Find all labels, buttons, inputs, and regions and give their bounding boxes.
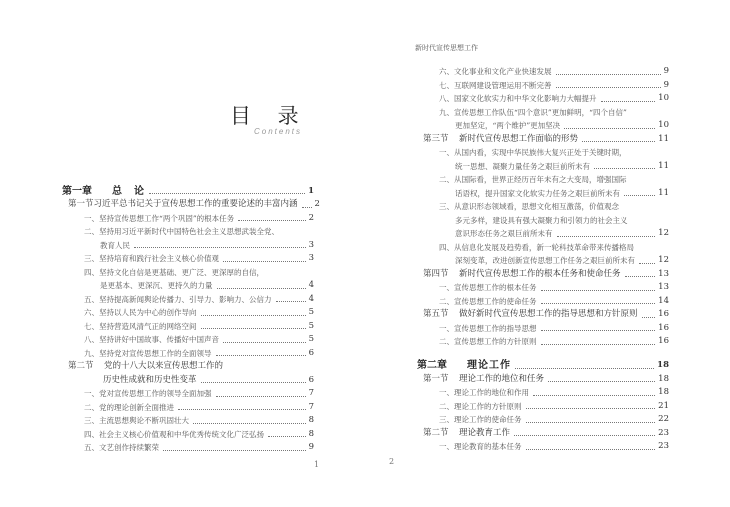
page-number-right: 2 [389,457,395,466]
toc-entry-text: 四、坚持文化自信是更基础、更广泛、更深厚的自信， [84,267,264,277]
toc-page-number: 2 [314,199,320,209]
toc-entry-text: 做好新时代宣传思想工作的指导思想和方针原则 [459,309,638,319]
toc-entry-text: 党的十八大以来宣传思想工作的 [104,361,224,371]
toc-item-entry[interactable] [417,386,669,400]
toc-entry-text: 八、坚持讲好中国故事、传播好中国声音 [84,335,219,344]
toc-page-number: 18 [658,387,669,397]
dot-leader [178,409,306,410]
dot-leader [217,288,306,289]
toc-item-entry[interactable] [62,293,314,307]
toc-item-entry[interactable] [62,428,314,442]
toc-page-number: 13 [658,282,669,292]
toc-page-number: 12 [658,255,669,265]
toc-page-number: 7 [308,401,314,412]
dot-leader [541,330,656,331]
toc-section-entry[interactable] [62,360,314,374]
toc-page-number: 4 [308,293,314,304]
toc-section-entry[interactable] [417,373,669,387]
dot-leader [216,355,306,356]
toc-item-entry[interactable] [417,413,669,427]
toc-entry-text: 新时代宣传思想工作面临的形势 [459,133,579,144]
toc-item-entry[interactable] [417,146,669,160]
dot-leader [541,344,656,345]
toc-item-entry[interactable] [417,440,669,454]
toc-item-entry[interactable] [62,347,314,361]
toc-item-entry[interactable] [417,200,669,214]
toc-item-entry[interactable] [417,92,669,106]
dot-leader [526,422,656,423]
dot-leader [201,382,306,383]
toc-entry-text: 一、宣传思想工作的根本任务 [439,283,537,292]
dot-leader [163,450,306,451]
dot-leader [216,396,306,397]
toc-page-number: 21 [658,400,669,411]
toc-item-entry[interactable] [62,239,314,253]
toc-page-number: 6 [308,347,314,358]
toc-entry-text: 二、从国际看，世界正经历百年未有之大变局，增强国际 [439,175,627,184]
dot-leader [594,168,655,169]
toc-item-entry[interactable] [62,401,314,415]
toc-item-entry[interactable] [62,333,314,347]
toc-entry-text: 九、坚持党对宣传思想工作的全面领导 [84,348,212,358]
dot-leader [268,436,306,437]
toc-entry-text: 习近平总书记关于宣传思想工作的重要论述的丰富内涵 [93,199,298,209]
toc-entry-text: 四、从信息化发展及趋势看，新一轮科技革命带来传播格局 [439,242,634,252]
toc-item-entry[interactable] [417,119,669,133]
toc-item-entry[interactable] [62,306,314,320]
toc-item-entry[interactable] [417,241,669,255]
toc-page-number: 10 [658,93,669,103]
toc-entry-text: 统一思想、凝聚力量任务之艰巨前所未有 [455,161,590,171]
toc-right-page [417,65,669,454]
toc-page-number: 23 [658,441,669,451]
toc-page-number: 6 [308,374,314,385]
toc-entry-text: 理论教育工作 [459,427,511,438]
toc-item-entry[interactable] [417,79,669,93]
toc-entry-text: 七、互联网建设管理运用不断完善 [439,80,552,90]
toc-entry-text: 六、坚持以人民为中心的创作导向 [84,308,197,317]
toc-subtitle: Contents [254,127,303,136]
chapter-number: 第一章 [62,185,92,197]
toc-page-number: 5 [308,307,314,317]
toc-entry-text: 新时代宣传思想工作的根本任务和使命任务 [459,268,621,279]
dot-leader [193,423,306,424]
section-number: 第二节 [423,427,449,438]
toc-page-number: 18 [657,360,669,370]
page-number-left: 1 [314,460,320,469]
toc-entry-text: 意识形态任务之艰巨前所未有 [455,229,553,238]
toc-entry-text: 二、党的理论创新全面推进 [84,402,174,412]
dot-leader [238,220,305,221]
dot-leader [642,317,656,318]
toc-entry-text: 四、社会主义核心价值观和中华优秀传统文化广泛弘扬 [84,429,264,439]
dot-leader [582,141,655,142]
toc-page-number: 16 [658,309,669,319]
section-number: 第五节 [423,309,449,319]
toc-item-entry[interactable] [417,160,669,174]
toc-item-entry[interactable] [62,252,314,266]
toc-section-entry[interactable] [417,133,669,147]
toc-entry-text: 历史性成就和历史性变革 [103,374,197,385]
toc-left-page [62,184,320,455]
toc-entry-text: 三、从意识形态领域看，思想文化相互激荡，价值观念 [439,202,619,211]
toc-page-number: 16 [658,336,669,346]
toc-page-number: 10 [658,120,669,130]
toc-entry-text: 一、宣传思想工作的指导思想 [439,323,537,333]
toc-item-entry[interactable] [62,266,314,280]
toc-page-number: 9 [308,442,314,452]
toc-page-number: 12 [658,228,669,238]
toc-item-entry[interactable] [62,225,314,239]
dot-leader [302,207,312,208]
toc-page-number: 11 [658,133,669,144]
toc-page-number: 13 [658,268,669,279]
toc-entry-text: 一、坚持宣传思想工作“两个巩固”的根本任务 [84,213,235,223]
dot-leader [223,261,306,262]
toc-section-entry[interactable] [62,374,314,388]
dot-leader [201,315,306,316]
toc-page-number: 3 [308,239,314,250]
toc-entry-text: 教育人民 [100,240,130,250]
dot-leader [556,74,661,75]
toc-section-entry[interactable] [417,308,669,322]
toc-entry-text: 三、坚持培育和践行社会主义核心价值观 [84,254,219,263]
toc-page-number: 4 [308,280,314,290]
toc-chapter-entry[interactable] [62,184,314,198]
toc-page-number: 22 [658,414,669,424]
toc-chapter-entry[interactable] [417,359,669,373]
dot-leader [223,342,306,343]
toc-entry-text: 二、宣传思想工作的方针原则 [439,337,537,346]
toc-page-number: 14 [658,295,669,306]
dot-leader [276,301,306,302]
dot-leader [541,303,656,304]
toc-item-entry[interactable] [62,212,314,226]
toc-item-entry[interactable] [62,441,314,455]
toc-page-number: 8 [308,415,314,425]
dot-leader [526,408,656,409]
toc-page-number: 18 [658,373,669,384]
toc-entry-text: 二、宣传思想工作的使命任务 [439,296,537,306]
toc-page-number: 7 [308,388,314,398]
toc-page-number: 16 [658,322,669,333]
toc-item-entry[interactable] [417,214,669,228]
toc-section-entry[interactable] [62,198,320,212]
toc-item-entry[interactable] [417,254,669,268]
toc-entry-text: 多元多样，建设具有强大凝聚力和引领力的社会主义 [455,215,628,225]
toc-page-number: 5 [308,320,314,331]
toc-item-entry[interactable] [417,187,669,201]
toc-page-number: 5 [308,334,314,344]
toc-item-entry[interactable] [417,295,669,309]
toc-item-entry[interactable] [62,387,314,401]
toc-page-number: 11 [658,160,669,171]
dot-leader [201,328,306,329]
toc-entry-text: 五、坚持提高新闻舆论传播力、引导力、影响力、公信力 [84,294,272,304]
toc-section-entry[interactable] [417,268,669,282]
toc-item-entry[interactable] [62,279,314,293]
toc-entry-text: 九、宣传思想工作队伍“四个意识”更加鲜明，“四个自信” [439,107,627,117]
toc-entry-text: 六、文化事业和文化产业快速发展 [439,67,552,76]
toc-page-number: 9 [663,79,669,90]
toc-page-number: 3 [308,253,314,263]
toc-entry-text: 五、文艺创作持续繁荣 [84,443,159,452]
dot-leader [548,381,655,382]
spacer [417,349,669,359]
toc-entry-text: 二、坚持用习近平新时代中国特色社会主义思想武装全党、 [84,227,279,236]
toc-entry-text: 理论工作的地位和任务 [459,373,545,384]
toc-page-number: 2 [308,212,314,223]
toc-item-entry[interactable] [417,281,669,295]
dot-leader [601,101,656,102]
dot-leader [533,395,655,396]
toc-entry-text: 深刻变革，改进创新宣传思想工作任务之艰巨前所未有 [455,256,635,265]
running-header: 新时代宣传思想工作 [415,44,478,52]
toc-entry-text: 总 论 [112,185,145,197]
toc-entry-text: 一、理论教育的基本任务 [439,442,522,451]
toc-title: 目 录 [230,104,309,128]
toc-entry-text: 七、坚持营造风清气正的网络空间 [84,321,197,331]
chapter-number: 第二章 [417,360,447,371]
toc-entry-text: 是更基本、更深沉、更持久的力量 [100,281,213,290]
section-number: 第一节 [423,373,449,384]
toc-item-entry[interactable] [417,335,669,349]
dot-leader [639,263,655,264]
dot-leader [514,435,655,436]
dot-leader [526,449,656,450]
toc-entry-text: 一、理论工作的地位和作用 [439,388,529,397]
toc-page-number: 11 [658,187,669,198]
section-number: 第四节 [423,268,449,279]
dot-leader [556,87,661,88]
toc-item-entry[interactable] [417,106,669,120]
toc-entry-text: 理论工作 [467,360,511,371]
toc-entry-text: 三、主流思想舆论不断巩固壮大 [84,416,189,425]
dot-leader [564,128,655,129]
dot-leader [149,193,305,194]
dot-leader [541,290,656,291]
toc-page-number: 9 [663,66,669,76]
toc-entry-text: 二、理论工作的方针原则 [439,401,522,411]
toc-item-entry[interactable] [417,400,669,414]
toc-entry-text: 八、国家文化软实力和中华文化影响力大幅提升 [439,94,597,103]
toc-section-entry[interactable] [417,427,669,441]
toc-entry-text: 三、理论工作的使命任务 [439,415,522,424]
toc-page-number: 1 [308,185,314,196]
dot-leader [625,276,656,277]
toc-entry-text: 一、党对宣传思想工作的领导全面加强 [84,389,212,398]
toc-item-entry[interactable] [417,65,669,79]
toc-entry-text: 更加坚定，“两个维护”更加坚决 [455,121,561,130]
toc-page-number: 23 [658,427,669,438]
dot-leader [515,368,654,369]
toc-item-entry[interactable] [62,414,314,428]
section-number: 第二节 [68,361,94,371]
dot-leader [624,195,655,196]
toc-item-entry[interactable] [62,320,314,334]
dot-leader [134,247,306,248]
toc-item-entry[interactable] [417,227,669,241]
toc-item-entry[interactable] [417,322,669,336]
section-number: 第一节 [68,199,94,209]
dot-leader [557,236,656,237]
toc-item-entry[interactable] [417,173,669,187]
toc-entry-text: 一、从国内看，实现中华民族伟大复兴正处于关键时期， [439,148,627,157]
toc-entry-text: 话语权，提升国家文化软实力任务之艰巨前所未有 [455,188,620,198]
toc-page-number: 8 [308,428,314,439]
section-number: 第三节 [423,133,449,144]
